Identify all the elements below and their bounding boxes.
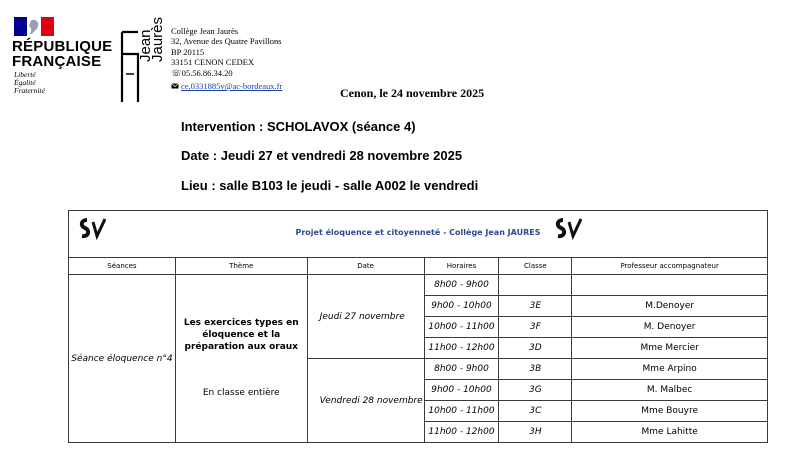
table-header-row	[69, 258, 768, 275]
republique-francaise-title	[12, 39, 112, 69]
header-seances: Séances	[69, 258, 176, 275]
date-vendredi: Vendredi 28 novembre	[307, 359, 424, 443]
french-flag-logo	[14, 17, 54, 36]
time-cell: 8h00 - 9h00	[424, 275, 499, 296]
address-email	[171, 81, 282, 91]
rep-line2: FRANÇAISE	[12, 53, 102, 70]
rep-line1: RÉPUBLIQUE	[12, 38, 113, 55]
address-phone-number: 05.56.86.34.20	[181, 67, 233, 78]
time-cell: 10h00 - 11h00	[424, 317, 499, 338]
class-cell: 3G	[499, 380, 572, 401]
svg-text:Jean: Jean	[137, 29, 154, 62]
header-professeur: Professeur accompagnateur	[572, 258, 768, 275]
theme-subtitle: En classe entière	[202, 388, 280, 398]
motto-liberte: Liberté	[14, 70, 36, 79]
svg-text:Jaurès: Jaurès	[149, 16, 166, 62]
prof-cell: Mme Bouyre	[572, 401, 768, 422]
theme-cell	[175, 275, 307, 443]
scholavox-logo-right	[553, 216, 583, 242]
republic-motto	[14, 71, 45, 95]
seance-cell: Séance éloquence n°4	[69, 275, 176, 443]
time-cell: 11h00 - 12h00	[424, 422, 499, 443]
date-jeudi: Jeudi 27 novembre	[307, 275, 424, 359]
time-cell: 11h00 - 12h00	[424, 338, 499, 359]
address-phone	[171, 68, 282, 78]
class-cell: 3C	[499, 401, 572, 422]
date-city: Cenon, le 24 novembre 2025	[340, 86, 485, 100]
address-name: Collège Jean Jaurès	[171, 26, 239, 36]
header-theme: Thème	[175, 258, 307, 275]
prof-cell: Mme Mercier	[572, 338, 768, 359]
table-row	[69, 275, 768, 296]
prof-cell: Mme Arpino	[572, 359, 768, 380]
prof-cell: Mme Lahitte	[572, 422, 768, 443]
envelope-icon	[171, 83, 179, 89]
class-cell: 3D	[499, 338, 572, 359]
date-line: Date : Jeudi 27 et vendredi 28 novembre 2025	[181, 148, 463, 163]
class-cell: 3H	[499, 422, 572, 443]
time-cell: 9h00 - 10h00	[424, 380, 499, 401]
header-date: Date	[307, 258, 424, 275]
college-jean-jaures-logo	[118, 14, 164, 104]
email-link[interactable]: ce.0331885v@ac-bordeaux.fr	[181, 81, 283, 92]
schedule-table	[68, 210, 768, 443]
class-cell: 3E	[499, 296, 572, 317]
prof-cell	[572, 275, 768, 296]
prof-cell: M. Malbec	[572, 380, 768, 401]
address-street: 32, Avenue des Quatre Pavillons	[171, 36, 282, 47]
time-cell: 8h00 - 9h00	[424, 359, 499, 380]
motto-fraternite: Fraternité	[14, 86, 45, 95]
header-horaires: Horaires	[424, 258, 499, 275]
motto-egalite: Égalité	[14, 78, 36, 87]
intervention-title: Intervention : SCHOLAVOX (séance 4)	[181, 119, 416, 134]
time-cell: 9h00 - 10h00	[424, 296, 499, 317]
prof-cell: M.Denoyer	[572, 296, 768, 317]
class-cell: 3B	[499, 359, 572, 380]
address-bp: BP 20115	[171, 46, 205, 57]
lieu-line: Lieu : salle B103 le jeudi - salle A002 le vendredi	[181, 178, 479, 193]
prof-cell: M. Denoyer	[572, 317, 768, 338]
banner-title: Projet éloquence et citoyenneté - Collège Jean JAURES	[295, 228, 541, 237]
table-banner	[69, 211, 768, 258]
college-address	[171, 26, 282, 91]
class-cell: 3F	[499, 317, 572, 338]
phone-icon: ☏	[171, 67, 182, 78]
address-city: 33151 CENON CEDEX	[171, 57, 255, 68]
time-cell: 10h00 - 11h00	[424, 401, 499, 422]
header-classe: Classe	[499, 258, 572, 275]
theme-title: Les exercices types en éloquence et la préparation aux oraux	[183, 318, 299, 352]
class-cell	[499, 275, 572, 296]
